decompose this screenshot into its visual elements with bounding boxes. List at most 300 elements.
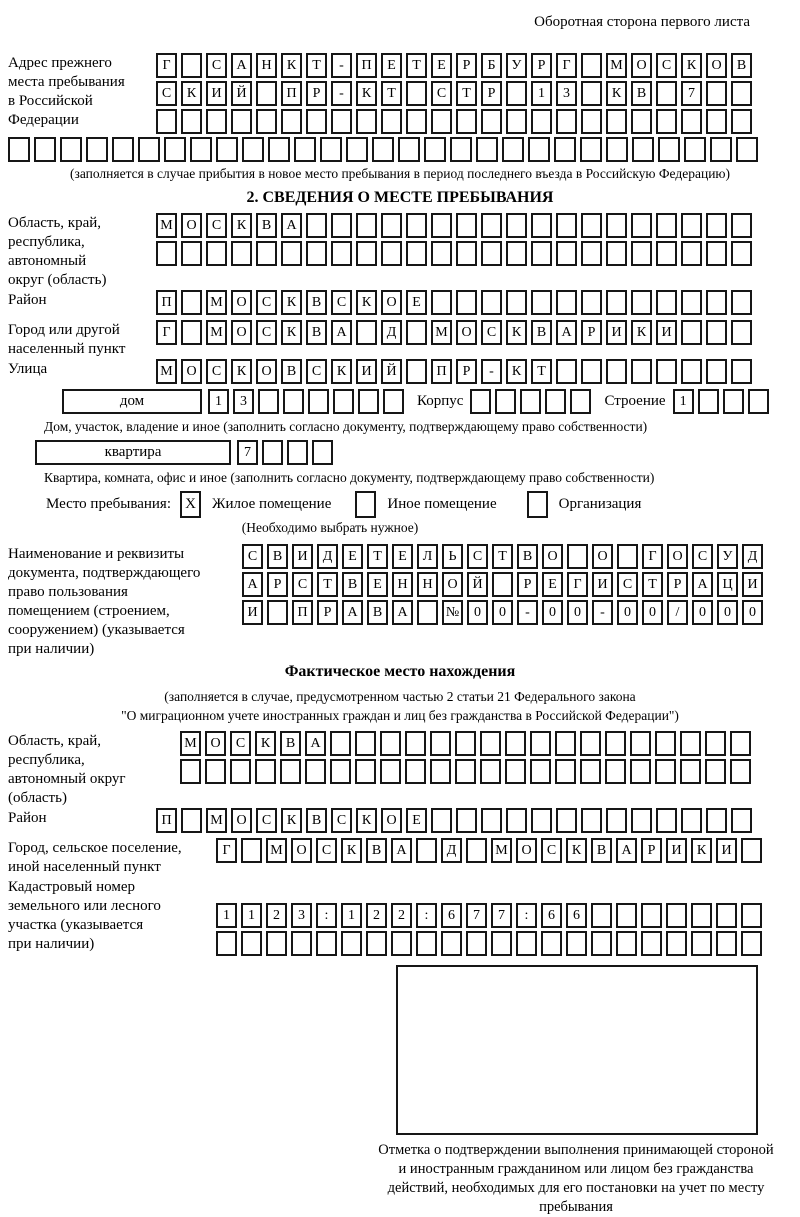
form-cell[interactable]: С — [206, 53, 227, 78]
form-cell[interactable] — [505, 731, 526, 756]
form-cell[interactable] — [556, 241, 577, 266]
form-cell[interactable] — [416, 931, 437, 956]
form-cell[interactable]: Н — [392, 572, 413, 597]
form-cell[interactable]: Е — [381, 53, 402, 78]
form-cell[interactable] — [580, 759, 601, 784]
form-cell[interactable]: 1 — [531, 81, 552, 106]
form-cell[interactable] — [731, 241, 752, 266]
form-cell[interactable]: Г — [556, 53, 577, 78]
form-cell[interactable] — [506, 290, 527, 315]
form-cell[interactable]: М — [156, 213, 177, 238]
form-cell[interactable] — [470, 389, 491, 414]
form-cell[interactable] — [456, 808, 477, 833]
form-cell[interactable] — [306, 213, 327, 238]
form-cell[interactable] — [356, 320, 377, 345]
form-cell[interactable]: М — [431, 320, 452, 345]
form-cell[interactable]: И — [606, 320, 627, 345]
form-cell[interactable]: 0 — [567, 600, 588, 625]
form-cell[interactable] — [730, 759, 751, 784]
form-cell[interactable] — [481, 241, 502, 266]
form-cell[interactable] — [741, 931, 762, 956]
form-cell[interactable]: В — [342, 572, 363, 597]
form-cell[interactable] — [268, 137, 290, 162]
form-cell[interactable]: А — [556, 320, 577, 345]
form-cell[interactable] — [480, 731, 501, 756]
form-cell[interactable] — [681, 359, 702, 384]
form-cell[interactable] — [556, 808, 577, 833]
form-cell[interactable] — [267, 600, 288, 625]
form-cell[interactable] — [606, 808, 627, 833]
form-cell[interactable]: П — [292, 600, 313, 625]
form-cell[interactable]: В — [531, 320, 552, 345]
form-cell[interactable]: Д — [441, 838, 462, 863]
form-cell[interactable]: О — [592, 544, 613, 569]
form-cell[interactable] — [156, 241, 177, 266]
form-cell[interactable] — [698, 389, 719, 414]
form-cell[interactable] — [591, 931, 612, 956]
form-cell[interactable] — [506, 241, 527, 266]
form-cell[interactable] — [308, 389, 329, 414]
form-cell[interactable] — [431, 241, 452, 266]
form-cell[interactable]: И — [742, 572, 763, 597]
form-cell[interactable]: К — [356, 808, 377, 833]
form-cell[interactable] — [431, 109, 452, 134]
form-cell[interactable]: Т — [492, 544, 513, 569]
form-cell[interactable]: 2 — [366, 903, 387, 928]
form-cell[interactable]: П — [431, 359, 452, 384]
form-cell[interactable] — [506, 109, 527, 134]
form-cell[interactable] — [606, 137, 628, 162]
form-cell[interactable] — [291, 931, 312, 956]
form-cell[interactable] — [216, 137, 238, 162]
form-cell[interactable]: П — [281, 81, 302, 106]
form-cell[interactable]: А — [342, 600, 363, 625]
form-cell[interactable]: Г — [642, 544, 663, 569]
form-cell[interactable]: - — [592, 600, 613, 625]
form-cell[interactable] — [262, 440, 283, 465]
form-cell[interactable]: О — [706, 53, 727, 78]
form-cell[interactable]: А — [331, 320, 352, 345]
form-cell[interactable]: А — [391, 838, 412, 863]
form-cell[interactable] — [406, 241, 427, 266]
form-cell[interactable] — [287, 440, 308, 465]
form-cell[interactable] — [381, 241, 402, 266]
form-cell[interactable]: В — [591, 838, 612, 863]
form-cell[interactable] — [606, 290, 627, 315]
form-cell[interactable]: Н — [417, 572, 438, 597]
form-cell[interactable]: 0 — [617, 600, 638, 625]
form-cell[interactable] — [156, 109, 177, 134]
form-cell[interactable] — [531, 109, 552, 134]
form-cell[interactable] — [181, 290, 202, 315]
form-cell[interactable]: К — [231, 213, 252, 238]
form-cell[interactable]: 1 — [341, 903, 362, 928]
form-cell[interactable] — [256, 81, 277, 106]
form-cell[interactable] — [631, 109, 652, 134]
form-cell[interactable] — [241, 931, 262, 956]
form-cell[interactable] — [405, 759, 426, 784]
form-cell[interactable]: : — [516, 903, 537, 928]
form-cell[interactable] — [181, 109, 202, 134]
form-cell[interactable]: Т — [456, 81, 477, 106]
form-cell[interactable]: О — [231, 808, 252, 833]
form-cell[interactable] — [380, 759, 401, 784]
form-cell[interactable] — [632, 137, 654, 162]
form-cell[interactable] — [581, 53, 602, 78]
form-cell[interactable] — [630, 731, 651, 756]
form-cell[interactable] — [723, 389, 744, 414]
form-cell[interactable]: В — [517, 544, 538, 569]
form-cell[interactable]: О — [542, 544, 563, 569]
form-cell[interactable] — [481, 808, 502, 833]
form-cell[interactable]: К — [631, 320, 652, 345]
form-cell[interactable]: Р — [481, 81, 502, 106]
form-cell[interactable]: Д — [317, 544, 338, 569]
form-cell[interactable]: О — [667, 544, 688, 569]
form-cell[interactable] — [656, 81, 677, 106]
form-cell[interactable] — [356, 241, 377, 266]
form-cell[interactable] — [630, 759, 651, 784]
form-cell[interactable]: М — [180, 731, 201, 756]
form-cell[interactable]: 7 — [681, 81, 702, 106]
form-cell[interactable]: М — [206, 808, 227, 833]
form-cell[interactable]: С — [316, 838, 337, 863]
form-cell[interactable]: Й — [381, 359, 402, 384]
form-cell[interactable] — [706, 320, 727, 345]
form-cell[interactable] — [631, 359, 652, 384]
form-cell[interactable] — [706, 241, 727, 266]
form-cell[interactable] — [656, 109, 677, 134]
form-cell[interactable]: - — [481, 359, 502, 384]
form-cell[interactable] — [380, 731, 401, 756]
form-cell[interactable]: К — [506, 320, 527, 345]
form-cell[interactable]: М — [266, 838, 287, 863]
form-cell[interactable]: К — [281, 808, 302, 833]
form-cell[interactable]: К — [341, 838, 362, 863]
form-cell[interactable]: 1 — [216, 903, 237, 928]
form-cell[interactable] — [531, 241, 552, 266]
form-cell[interactable]: Т — [317, 572, 338, 597]
form-cell[interactable]: Р — [456, 53, 477, 78]
form-cell[interactable] — [405, 731, 426, 756]
form-cell[interactable]: Т — [367, 544, 388, 569]
form-cell[interactable] — [581, 109, 602, 134]
form-cell[interactable] — [86, 137, 108, 162]
form-cell[interactable]: С — [467, 544, 488, 569]
form-cell[interactable] — [680, 731, 701, 756]
form-cell[interactable] — [331, 241, 352, 266]
form-cell[interactable]: И — [716, 838, 737, 863]
form-cell[interactable] — [706, 213, 727, 238]
form-cell[interactable] — [705, 731, 726, 756]
form-cell[interactable]: К — [231, 359, 252, 384]
form-cell[interactable]: С — [206, 213, 227, 238]
form-cell[interactable] — [481, 290, 502, 315]
form-cell[interactable]: М — [206, 320, 227, 345]
form-cell[interactable]: С — [242, 544, 263, 569]
form-cell[interactable]: С — [206, 359, 227, 384]
form-cell[interactable] — [555, 759, 576, 784]
form-cell[interactable] — [331, 109, 352, 134]
form-cell[interactable] — [556, 290, 577, 315]
form-cell[interactable]: С — [481, 320, 502, 345]
form-cell[interactable] — [502, 137, 524, 162]
form-cell[interactable]: 7 — [466, 903, 487, 928]
form-cell[interactable] — [330, 759, 351, 784]
form-cell[interactable] — [730, 731, 751, 756]
form-cell[interactable] — [466, 931, 487, 956]
form-cell[interactable] — [706, 808, 727, 833]
form-cell[interactable] — [112, 137, 134, 162]
form-cell[interactable] — [556, 213, 577, 238]
form-cell[interactable]: А — [242, 572, 263, 597]
form-cell[interactable]: О — [205, 731, 226, 756]
form-cell[interactable]: В — [367, 600, 388, 625]
form-cell[interactable] — [283, 389, 304, 414]
form-cell[interactable] — [531, 808, 552, 833]
form-cell[interactable] — [455, 759, 476, 784]
form-cell[interactable] — [431, 808, 452, 833]
form-cell[interactable]: К — [356, 290, 377, 315]
form-cell[interactable] — [356, 109, 377, 134]
form-cell[interactable] — [492, 572, 513, 597]
form-cell[interactable]: Д — [742, 544, 763, 569]
form-cell[interactable]: О — [381, 808, 402, 833]
form-cell[interactable] — [616, 931, 637, 956]
form-cell[interactable] — [748, 389, 769, 414]
form-cell[interactable] — [606, 109, 627, 134]
form-cell[interactable] — [706, 290, 727, 315]
form-cell[interactable] — [358, 389, 379, 414]
form-cell[interactable] — [312, 440, 333, 465]
form-cell[interactable] — [581, 359, 602, 384]
form-cell[interactable]: В — [366, 838, 387, 863]
form-cell[interactable]: М — [156, 359, 177, 384]
form-cell[interactable] — [8, 137, 30, 162]
form-cell[interactable] — [481, 109, 502, 134]
form-cell[interactable] — [476, 137, 498, 162]
form-cell[interactable] — [531, 213, 552, 238]
form-cell[interactable]: В — [731, 53, 752, 78]
form-cell[interactable]: И — [666, 838, 687, 863]
form-cell[interactable] — [355, 759, 376, 784]
form-cell[interactable] — [206, 241, 227, 266]
form-cell[interactable] — [741, 838, 762, 863]
form-cell[interactable] — [520, 389, 541, 414]
form-cell[interactable]: О — [231, 290, 252, 315]
form-cell[interactable] — [581, 808, 602, 833]
form-cell[interactable] — [731, 213, 752, 238]
form-cell[interactable]: И — [656, 320, 677, 345]
form-cell[interactable]: С — [656, 53, 677, 78]
form-cell[interactable]: О — [381, 290, 402, 315]
form-cell[interactable]: С — [256, 320, 277, 345]
form-cell[interactable]: О — [231, 320, 252, 345]
form-cell[interactable] — [631, 241, 652, 266]
form-cell[interactable]: К — [506, 359, 527, 384]
form-cell[interactable] — [606, 213, 627, 238]
form-cell[interactable] — [355, 731, 376, 756]
form-cell[interactable]: К — [331, 359, 352, 384]
form-cell[interactable]: В — [281, 359, 302, 384]
form-cell[interactable]: П — [156, 290, 177, 315]
form-cell[interactable] — [281, 109, 302, 134]
form-cell[interactable] — [190, 137, 212, 162]
form-cell[interactable] — [581, 213, 602, 238]
form-cell[interactable] — [658, 137, 680, 162]
form-cell[interactable]: О — [181, 359, 202, 384]
form-cell[interactable]: - — [331, 53, 352, 78]
form-cell[interactable]: С — [331, 290, 352, 315]
form-cell[interactable] — [266, 931, 287, 956]
form-cell[interactable] — [681, 808, 702, 833]
form-cell[interactable]: Т — [306, 53, 327, 78]
form-cell[interactable] — [383, 389, 404, 414]
form-cell[interactable]: С — [692, 544, 713, 569]
form-cell[interactable] — [333, 389, 354, 414]
form-cell[interactable] — [655, 731, 676, 756]
form-cell[interactable] — [205, 759, 226, 784]
form-cell[interactable] — [231, 109, 252, 134]
form-cell[interactable] — [506, 808, 527, 833]
form-cell[interactable]: Й — [231, 81, 252, 106]
form-cell[interactable] — [391, 931, 412, 956]
form-cell[interactable]: : — [416, 903, 437, 928]
form-cell[interactable] — [656, 290, 677, 315]
form-cell[interactable]: Е — [406, 808, 427, 833]
form-cell[interactable]: Е — [342, 544, 363, 569]
form-cell[interactable]: В — [631, 81, 652, 106]
form-cell[interactable] — [431, 213, 452, 238]
form-cell[interactable] — [60, 137, 82, 162]
form-cell[interactable] — [330, 731, 351, 756]
form-cell[interactable]: Р — [667, 572, 688, 597]
form-cell[interactable] — [281, 241, 302, 266]
form-cell[interactable] — [181, 808, 202, 833]
form-cell[interactable]: - — [517, 600, 538, 625]
form-cell[interactable] — [466, 838, 487, 863]
form-cell[interactable]: А — [231, 53, 252, 78]
form-cell[interactable]: В — [306, 290, 327, 315]
form-cell[interactable]: Р — [306, 81, 327, 106]
form-cell[interactable] — [316, 931, 337, 956]
form-cell[interactable]: С — [617, 572, 638, 597]
form-cell[interactable] — [181, 241, 202, 266]
form-cell[interactable]: 1 — [241, 903, 262, 928]
form-cell[interactable] — [506, 213, 527, 238]
form-cell[interactable]: Ь — [442, 544, 463, 569]
form-cell[interactable] — [567, 544, 588, 569]
form-cell[interactable]: И — [242, 600, 263, 625]
form-cell[interactable] — [406, 359, 427, 384]
form-cell[interactable]: Р — [456, 359, 477, 384]
form-cell[interactable]: К — [606, 81, 627, 106]
form-cell[interactable]: Д — [381, 320, 402, 345]
form-cell[interactable] — [581, 81, 602, 106]
form-cell[interactable] — [705, 759, 726, 784]
form-cell[interactable] — [256, 109, 277, 134]
form-cell[interactable]: Р — [581, 320, 602, 345]
form-cell[interactable] — [681, 213, 702, 238]
form-cell[interactable]: Р — [531, 53, 552, 78]
form-cell[interactable]: Г — [156, 53, 177, 78]
form-cell[interactable] — [681, 109, 702, 134]
form-cell[interactable]: П — [356, 53, 377, 78]
form-cell[interactable] — [731, 808, 752, 833]
form-cell[interactable]: Р — [641, 838, 662, 863]
form-cell[interactable]: К — [281, 320, 302, 345]
form-cell[interactable] — [416, 838, 437, 863]
form-cell[interactable]: П — [156, 808, 177, 833]
form-cell[interactable]: В — [267, 544, 288, 569]
form-cell[interactable] — [736, 137, 758, 162]
form-cell[interactable] — [606, 359, 627, 384]
form-cell[interactable] — [605, 731, 626, 756]
form-cell[interactable]: И — [206, 81, 227, 106]
form-cell[interactable]: Т — [531, 359, 552, 384]
form-cell[interactable] — [366, 931, 387, 956]
form-cell[interactable] — [531, 290, 552, 315]
form-cell[interactable]: О — [442, 572, 463, 597]
form-cell[interactable]: К — [566, 838, 587, 863]
form-cell[interactable]: 0 — [717, 600, 738, 625]
form-cell[interactable] — [706, 81, 727, 106]
form-cell[interactable] — [631, 290, 652, 315]
form-cell[interactable] — [580, 137, 602, 162]
form-cell[interactable]: А — [281, 213, 302, 238]
form-cell[interactable]: Л — [417, 544, 438, 569]
form-cell[interactable]: 2 — [391, 903, 412, 928]
form-cell[interactable] — [381, 213, 402, 238]
form-cell[interactable]: И — [592, 572, 613, 597]
form-cell[interactable] — [506, 81, 527, 106]
form-cell[interactable] — [456, 213, 477, 238]
form-cell[interactable] — [706, 359, 727, 384]
form-cell[interactable]: Т — [642, 572, 663, 597]
form-cell[interactable] — [495, 389, 516, 414]
form-cell[interactable]: В — [280, 731, 301, 756]
form-cell[interactable]: Т — [406, 53, 427, 78]
form-cell[interactable]: С — [292, 572, 313, 597]
form-cell[interactable] — [481, 213, 502, 238]
form-cell[interactable] — [606, 241, 627, 266]
form-cell[interactable]: Е — [431, 53, 452, 78]
form-cell[interactable]: К — [281, 53, 302, 78]
form-cell[interactable]: В — [306, 808, 327, 833]
form-cell[interactable]: С — [256, 808, 277, 833]
form-cell[interactable]: - — [331, 81, 352, 106]
form-cell[interactable]: О — [181, 213, 202, 238]
form-cell[interactable] — [216, 931, 237, 956]
form-cell[interactable] — [656, 808, 677, 833]
form-cell[interactable]: Р — [267, 572, 288, 597]
form-cell[interactable] — [616, 903, 637, 928]
form-cell[interactable]: А — [692, 572, 713, 597]
form-cell[interactable] — [591, 903, 612, 928]
form-cell[interactable]: О — [631, 53, 652, 78]
form-cell[interactable]: Е — [367, 572, 388, 597]
form-cell[interactable] — [417, 600, 438, 625]
form-cell[interactable] — [456, 290, 477, 315]
form-cell[interactable] — [570, 389, 591, 414]
form-cell[interactable]: 0 — [542, 600, 563, 625]
form-cell[interactable]: 3 — [291, 903, 312, 928]
form-cell[interactable]: С — [256, 290, 277, 315]
form-cell[interactable] — [530, 731, 551, 756]
form-cell[interactable]: К — [691, 838, 712, 863]
form-cell[interactable] — [258, 389, 279, 414]
form-cell[interactable] — [541, 931, 562, 956]
